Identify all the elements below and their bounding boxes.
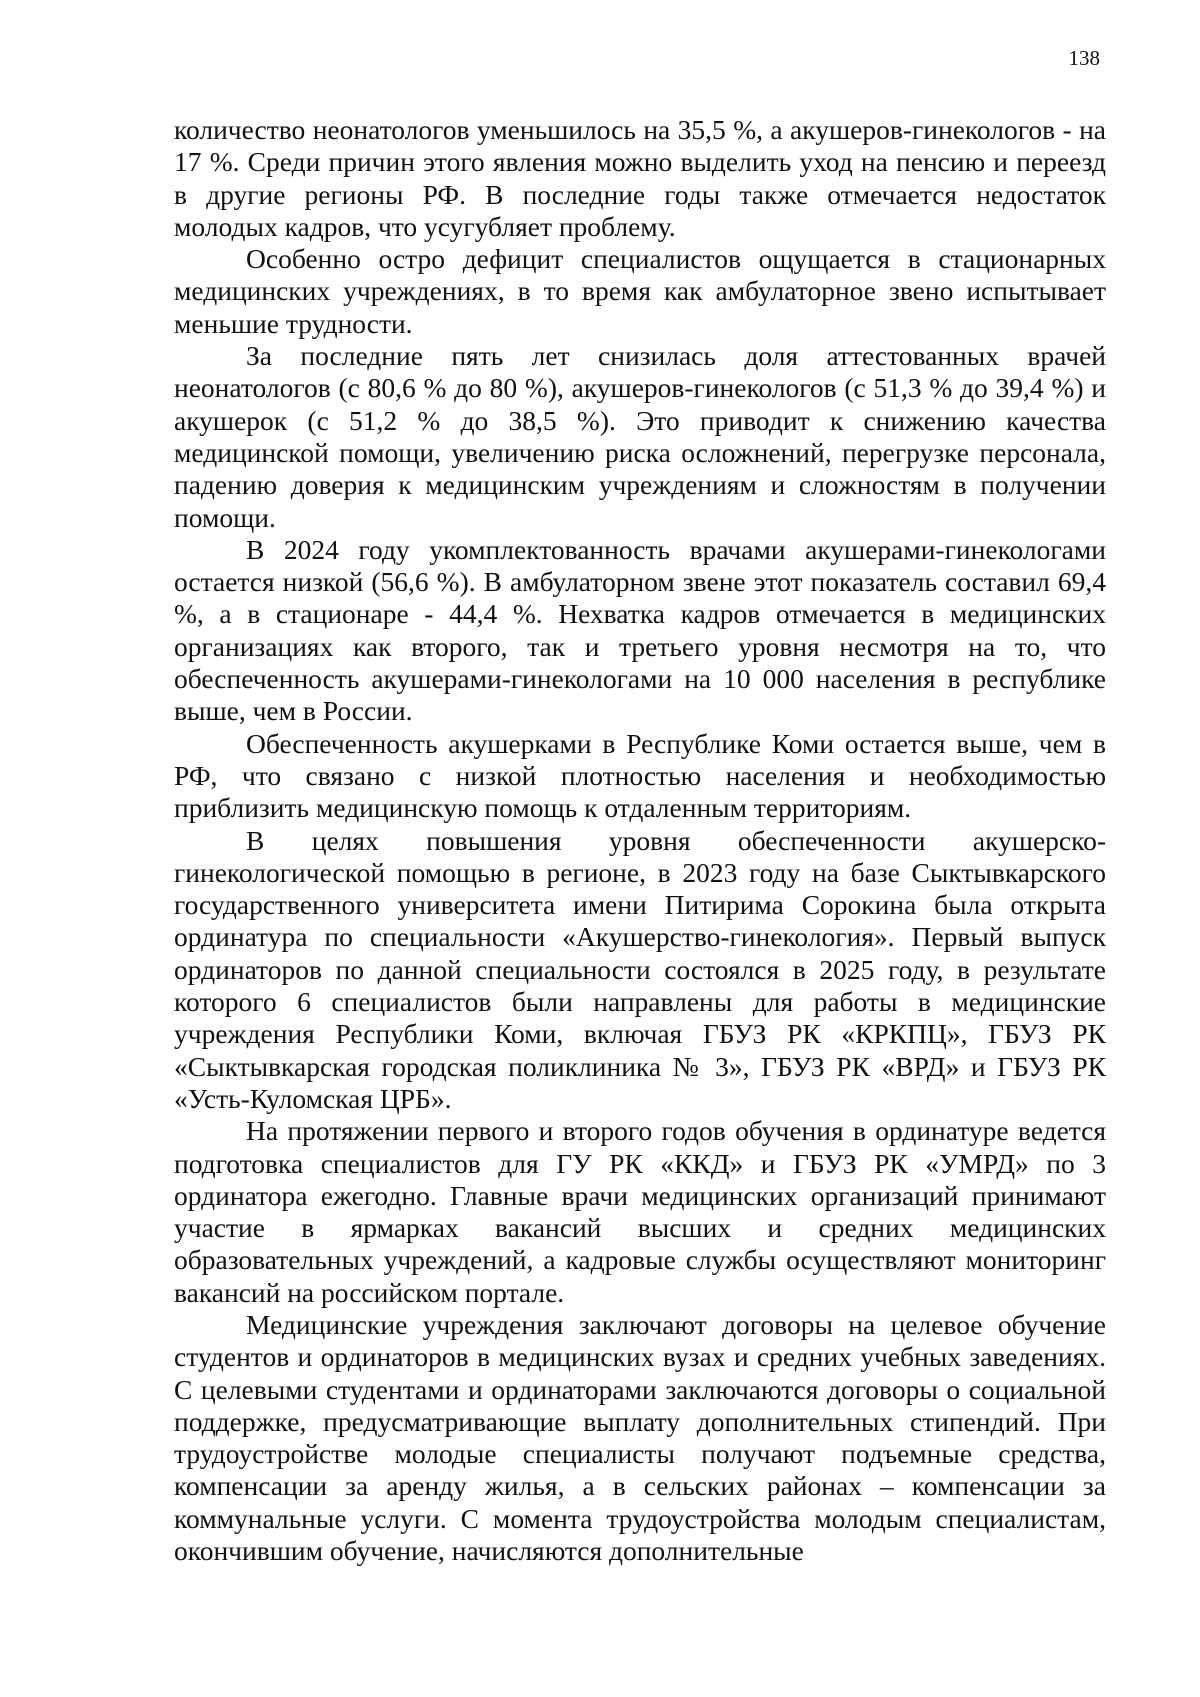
paragraph: В целях повышения уровня обеспеченности акушерско-гинекологической помощью в регионе, в 2023 году на базе Сыктывкарского государственного университета имени Питирима Сорокина была открыта ординатура по специальности «Акушерство-гинекология». Первый выпуск ординаторов по данной специальности состоялся в 2025 году, в результате которого 6 специалистов были направлены для работы в медицинские учреждения Республики Коми, включая ГБУЗ РК «КРКПЦ», ГБУЗ РК «Сыктывкарская городская поликлиника № 3», ГБУЗ РК «ВРД» и ГБУЗ РК «Усть-Куломская ЦРБ».	[174, 824, 1106, 1114]
paragraph: За последние пять лет снизилась доля аттестованных врачей неонатологов (с 80,6 % до 80 %), акушеров-гинекологов (с 51,3 % до 39,4 %) и акушерок (с 51,2 % до 38,5 %). Это приводит к снижению качества медицинской помощи, увеличению риска осложнений, перегрузке персонала, падению доверия к медицинским учреждениям и сложностям в получении помощи.	[174, 340, 1106, 533]
paragraph: В 2024 году укомплектованность врачами акушерами-гинекологами остается низкой (56,6 %). В амбулаторном звене этот показатель составил 69,4 %, а в стационаре - 44,4 %. Нехватка кадров отмечается в медицинских организациях как второго, так и третьего уровня несмотря на то, что обеспеченность акушерами-гинекологами на 10 000 населения в республике выше, чем в России.	[174, 533, 1106, 727]
paragraph: Обеспеченность акушерками в Республике Коми остается выше, чем в РФ, что связано с низкой плотностью населения и необходимостью приблизить медицинскую помощь к отдаленным территориям.	[174, 727, 1106, 824]
paragraph: Медицинские учреждения заключают договоры на целевое обучение студентов и ординаторов в медицинских вузах и средних учебных заведениях. С целевыми студентами и ординаторами заключаются договоры о социальной поддержке, предусматривающие выплату дополнительных стипендий. При трудоустройстве молодые специалисты получают подъемные средства, компенсации за аренду жилья, а в сельских районах – компенсации за коммунальные услуги. С момента трудоустройства молодым специалистам, окончившим обучение, начисляются дополнительные	[174, 1308, 1106, 1567]
paragraph: На протяжении первого и второго годов обучения в ординатуре ведется подготовка специалистов для ГУ РК «ККД» и ГБУЗ РК «УМРД» по 3 ординатора ежегодно. Главные врачи медицинских организаций принимают участие в ярмарках вакансий высших и средних медицинских образовательных учреждений, а кадровые службы осуществляют мониторинг вакансий на российском портале.	[174, 1115, 1106, 1308]
paragraph: Особенно остро дефицит специалистов ощущается в стационарных медицинских учреждениях, в то время как амбулаторное звено испытывает меньшие трудности.	[174, 243, 1106, 339]
body-text	[174, 114, 1106, 1567]
page-number: 138	[1068, 46, 1100, 70]
paragraph: количество неонатологов уменьшилось на 35,5 %, а акушеров-гинекологов - на 17 %. Среди причин этого явления можно выделить уход на пенсию и переезд в другие регионы РФ. В последние годы также отмечается недостаток молодых кадров, что усугубляет проблему.	[174, 114, 1106, 242]
